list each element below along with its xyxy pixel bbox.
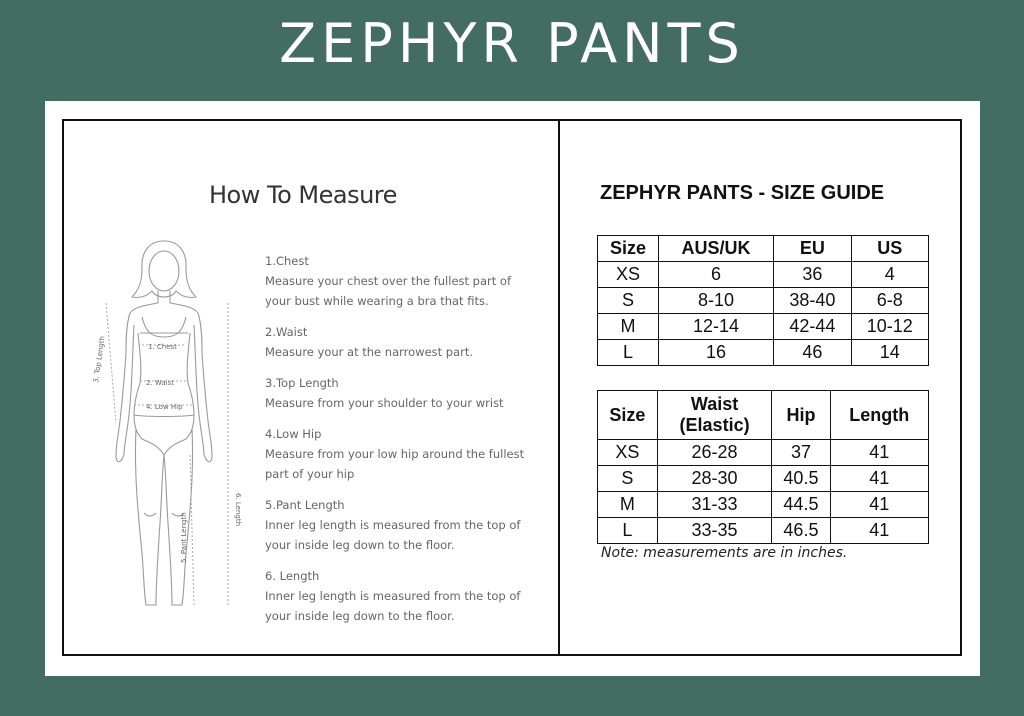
table-cell: 41: [830, 466, 928, 492]
table-header-cell: Hip: [772, 391, 830, 440]
instruction-step: [265, 424, 525, 484]
table-cell: 36: [774, 262, 851, 288]
waist-header-line: Waist: [690, 394, 739, 414]
table-cell: S: [598, 288, 659, 314]
instruction-step: [265, 251, 525, 311]
table-cell: 41: [830, 440, 928, 466]
table-cell: 41: [830, 518, 928, 544]
table-cell: 6: [658, 262, 773, 288]
table-cell: 46.5: [772, 518, 830, 544]
table-header-cell: US: [851, 236, 928, 262]
international-size-table: [597, 235, 929, 366]
figure-label-chest: 1. Chest: [148, 343, 177, 351]
instruction-text: Measure from your shoulder to your wrist: [265, 396, 504, 410]
instruction-text: Measure from your low hip around the fullest part of your hip: [265, 447, 525, 481]
table-cell: 14: [851, 340, 928, 366]
how-to-measure-title: How To Measure: [209, 181, 397, 209]
table-cell: 26-28: [657, 440, 772, 466]
table-row: [598, 518, 929, 544]
body-measurement-table: [597, 390, 929, 544]
table-cell: L: [598, 518, 658, 544]
instruction-heading: 6. Length: [265, 569, 320, 583]
instruction-heading: 1.Chest: [265, 254, 309, 268]
table-header-cell: Length: [830, 391, 928, 440]
table-cell: 4: [851, 262, 928, 288]
table-header-cell: EU: [774, 236, 851, 262]
size-chart-card: [45, 101, 980, 676]
table-header-cell-waist: [657, 391, 772, 440]
table-header-cell: AUS/UK: [658, 236, 773, 262]
elastic-header-line: (Elastic): [679, 415, 750, 435]
instruction-step: [265, 322, 525, 362]
table-cell: 28-30: [657, 466, 772, 492]
table-cell: 6-8: [851, 288, 928, 314]
instruction-heading: 2.Waist: [265, 325, 308, 339]
table-header-cell: Size: [598, 236, 659, 262]
figure-label-low-hip: 4. Low Hip: [146, 403, 183, 411]
figure-label-top-length: 3. Top Length: [92, 335, 107, 384]
table-header-row: [598, 236, 929, 262]
instruction-heading: 4.Low Hip: [265, 427, 322, 441]
instruction-text: Measure your chest over the fullest part of your bust while wearing a bra that fits.: [265, 274, 511, 308]
instruction-step: [265, 566, 525, 626]
table-cell: 46: [774, 340, 851, 366]
instruction-heading: 3.Top Length: [265, 376, 339, 390]
figure-label-waist: 2. Waist: [146, 379, 175, 387]
instruction-text: Inner leg length is measured from the top of your inside leg down to the floor.: [265, 518, 521, 552]
table-row: [598, 466, 929, 492]
table-row: [598, 288, 929, 314]
figure-label-pant-length: 5. Pant Length: [180, 512, 188, 563]
table-cell: S: [598, 466, 658, 492]
page-title: ZEPHYR PANTS: [279, 12, 745, 75]
table-cell: XS: [598, 262, 659, 288]
table-cell: 16: [658, 340, 773, 366]
table-row: [598, 262, 929, 288]
table-header-cell: Size: [598, 391, 658, 440]
table-header-row: [598, 391, 929, 440]
instruction-text: Measure your at the narrowest part.: [265, 345, 474, 359]
panel-divider: [558, 121, 560, 654]
table-cell: 44.5: [772, 492, 830, 518]
size-guide-title: ZEPHYR PANTS - SIZE GUIDE: [600, 182, 885, 204]
table-cell: 37: [772, 440, 830, 466]
measurement-instructions: [265, 251, 525, 637]
table-cell: 41: [830, 492, 928, 518]
table-row: [598, 314, 929, 340]
instruction-step: [265, 495, 525, 555]
table-cell: 42-44: [774, 314, 851, 340]
table-row: [598, 440, 929, 466]
table-cell: 33-35: [657, 518, 772, 544]
table-cell: M: [598, 492, 658, 518]
figure-label-length: 6. Length: [234, 493, 242, 527]
table-cell: 31-33: [657, 492, 772, 518]
table-cell: 12-14: [658, 314, 773, 340]
table-row: [598, 340, 929, 366]
instruction-text: Inner leg length is measured from the top of your inside leg down to the floor.: [265, 589, 521, 623]
instruction-step: [265, 373, 525, 413]
instruction-heading: 5.Pant Length: [265, 498, 345, 512]
table-cell: 10-12: [851, 314, 928, 340]
body-measurement-figure-icon: [86, 233, 246, 618]
table-cell: 40.5: [772, 466, 830, 492]
table-cell: M: [598, 314, 659, 340]
table-cell: 8-10: [658, 288, 773, 314]
table-cell: 38-40: [774, 288, 851, 314]
table-cell: XS: [598, 440, 658, 466]
size-chart-frame: [62, 119, 962, 656]
measurement-note: Note: measurements are in inches.: [601, 545, 848, 561]
table-row: [598, 492, 929, 518]
table-cell: L: [598, 340, 659, 366]
